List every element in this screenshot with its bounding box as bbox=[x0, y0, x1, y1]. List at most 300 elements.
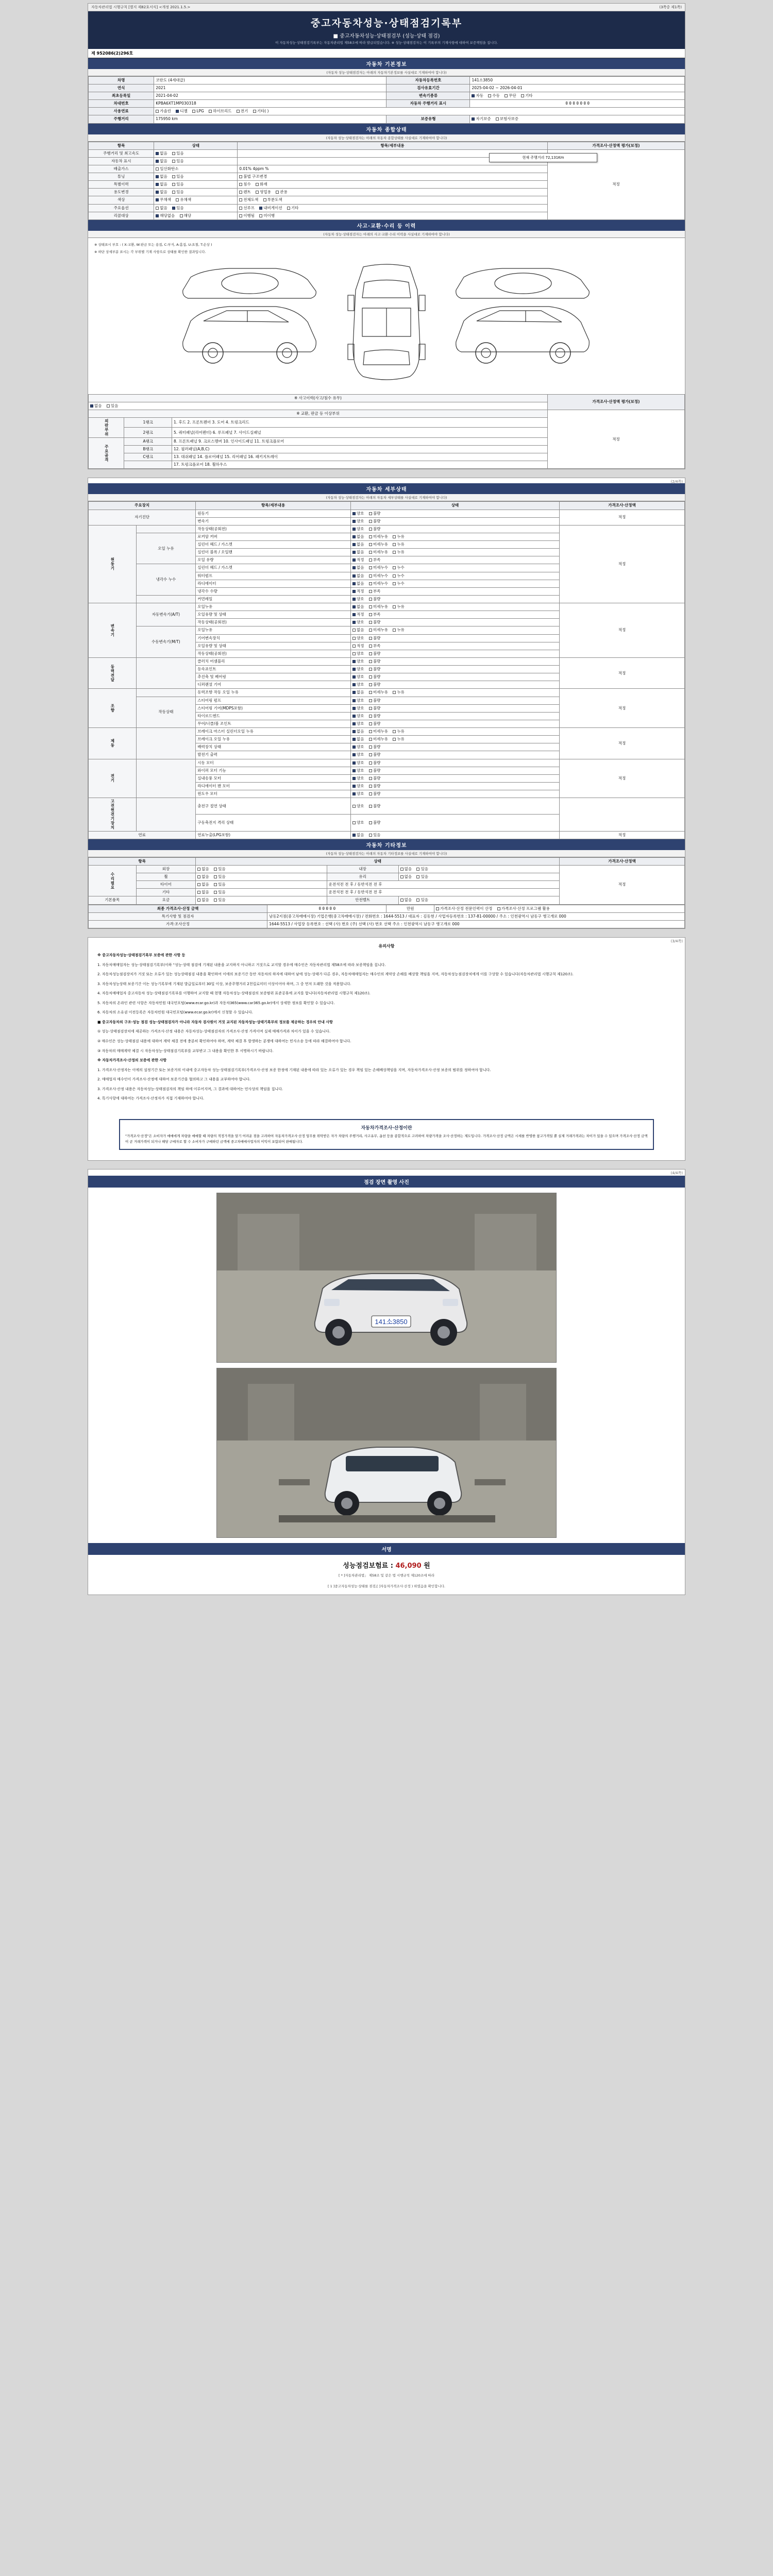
header-note: 이 자동차성능·상태점검기록부는 자동차관리법 제58조에 따라 발급되었습니다. ※ 성능·상태점검자는 이 기록부의 기재사항에 대하여 보증책임을 집니다. bbox=[275, 41, 498, 45]
final-price-table bbox=[88, 905, 685, 928]
final-price-method bbox=[434, 905, 685, 912]
opt-bad[interactable]: 불량 bbox=[369, 620, 381, 625]
label-first-registration: 최초등록일 bbox=[89, 92, 154, 100]
price-fuel: 적정 bbox=[560, 831, 685, 839]
rank-a-items: 8. 프론트패널 9. 크로스멤버 10. 인사이드패널 11. 트렁크플로어 bbox=[172, 437, 547, 445]
opt-none[interactable]: 없음 bbox=[352, 604, 364, 609]
opt-leak[interactable]: 누유 bbox=[393, 542, 405, 547]
group-powertrain: 동력전달 bbox=[89, 657, 137, 689]
opt-yes[interactable]: 있음 bbox=[214, 874, 226, 879]
opt-proper[interactable]: 적정 bbox=[352, 589, 364, 594]
group-transmission: 변속기 bbox=[89, 603, 137, 658]
opt-micro-leak[interactable]: 미세누유 bbox=[369, 550, 388, 555]
opt-good[interactable]: 양호 bbox=[352, 511, 364, 516]
opt-none[interactable]: 없음 bbox=[352, 534, 364, 539]
opt-none[interactable]: 없음 bbox=[400, 897, 412, 903]
sheet-1 bbox=[88, 3, 685, 469]
fuel-option-lpg[interactable]: LPG bbox=[192, 109, 204, 114]
item-window-motor: 윈도우 모터 bbox=[196, 790, 351, 798]
opt-none[interactable]: 없음 bbox=[197, 882, 209, 887]
opt-leak[interactable]: 누유 bbox=[393, 550, 405, 555]
document-number: 제 952086(2)296호 bbox=[88, 49, 685, 58]
opt-micro-leak[interactable]: 미세누수 bbox=[369, 573, 388, 579]
final-price-label: 최종 가격조사·산정 금액 bbox=[89, 905, 267, 912]
opt-none[interactable]: 없음 bbox=[156, 182, 167, 187]
opt-good[interactable]: 양호 bbox=[352, 820, 364, 825]
opt-insufficient[interactable]: 부족 bbox=[369, 589, 381, 594]
status-differential-gear bbox=[351, 681, 560, 689]
opt-bad[interactable]: 불량 bbox=[369, 527, 381, 532]
value-transmission bbox=[470, 92, 685, 100]
item-wiper-motor: 와이퍼 모터 기능 bbox=[196, 767, 351, 774]
opt-bad[interactable]: 불량 bbox=[369, 698, 381, 703]
status-charge-port-insulation bbox=[351, 798, 560, 815]
opt-leak[interactable]: 누유 bbox=[393, 729, 405, 734]
status-brake-master-cylinder bbox=[351, 728, 560, 736]
transmission-option-cvt[interactable]: 무단 bbox=[505, 93, 516, 98]
table-row bbox=[89, 410, 685, 417]
opt-bad[interactable]: 불량 bbox=[369, 820, 381, 825]
opt-bad[interactable]: 불량 bbox=[369, 674, 381, 680]
opt-yes[interactable]: 있음 bbox=[369, 833, 381, 838]
opt-flood[interactable]: 침수 bbox=[239, 182, 251, 187]
section-accident-subtitle: (자동차 성능·상태점검자는 아래의 사고·교환·수리 이력을 사실대로 기재하여야 합니다) bbox=[88, 231, 685, 238]
sub-coolant-leak: 냉각수 누수 bbox=[136, 564, 196, 596]
opt-bad[interactable]: 불량 bbox=[369, 768, 381, 773]
opt-full-repaint[interactable]: 전체도색 bbox=[239, 197, 258, 202]
page-indicator: (3쪽중 제1쪽) bbox=[659, 5, 682, 9]
status-tire bbox=[196, 881, 327, 889]
other-info-table bbox=[88, 857, 685, 905]
opt-micro-leak[interactable]: 미세누유 bbox=[369, 542, 388, 547]
opt-good[interactable]: 양호 bbox=[352, 597, 364, 602]
notice-item-3: 3. 자동차성능상태 보증기간 이는 성능기록부에 기재된 발급일로부터 30일 이상, 보증주행거리 2천킬로미터 이상이어야 하며, 그 중 먼저 도래한 것을 적용합니다. bbox=[97, 981, 351, 986]
opt-good[interactable]: 양호 bbox=[352, 519, 364, 524]
declaration-text: "가격조사·산정"은 소비자가 매매에게 차량을 매매할 때 차량의 적정가격을 알기 어려운 점을 고려하여 자동차가격조사·산정 업무를 위탁받은 자가 차량의 주행거리, 사고유무, 옵션 등을 종합적으로 고려하여 차량가격을 조사·산정하는 제도입니다. 가격조사·산정 금액은 시세를 반영한 참고가격일 뿐 실제 거래가격과는 차이가 있을 수 있으며 가격조사·산정 금액이 곧 거래가격이 되거나 해당 구매자로 할 수 소비자가 구매하던 금액에 중고차매매사업자의 이익이 포함되어 판매됩니다. bbox=[125, 1133, 648, 1144]
opt-good[interactable]: 양호 bbox=[352, 752, 364, 757]
sub-common-rail bbox=[136, 595, 196, 603]
opt-good[interactable]: 양호 bbox=[352, 721, 364, 726]
opt-yes[interactable]: 있음 bbox=[172, 174, 184, 179]
opt-yes[interactable]: 있음 bbox=[416, 874, 428, 879]
item-engine-idle: 작동상태(공회전) bbox=[196, 525, 351, 533]
opt-good[interactable]: 양호 bbox=[352, 659, 364, 664]
opt-not-done[interactable]: 미이행 bbox=[259, 213, 275, 218]
opt-micro-leak[interactable]: 미세누수 bbox=[369, 581, 388, 586]
accident-option-yes[interactable]: 있음 bbox=[107, 403, 119, 409]
item-glass: 유리 bbox=[327, 873, 398, 881]
notice-item-1: 1. 자동차매매업자는 성능·상태점검기록부(이하 "성능·상태 점검에 기재된 내용을 교지하지 아니하고 거짓으로 교지할 경우에 매수인은 자동차관리법 제58조에 따라 보증책임을 집니다. bbox=[97, 962, 386, 967]
status-at-oil-level bbox=[351, 611, 560, 619]
rank-2-label: 2랭크 bbox=[124, 428, 172, 438]
table-row bbox=[89, 798, 685, 815]
status-steering-pump bbox=[351, 697, 560, 704]
col-other-status: 상태 bbox=[196, 857, 560, 865]
group-engine: 원동기 bbox=[89, 525, 137, 603]
item-battery-isolation: 구동축전지 격리 상태 bbox=[196, 815, 351, 831]
opt-applicable[interactable]: 해당 bbox=[180, 213, 192, 218]
item-at-operation: 작동상태(공회전) bbox=[196, 619, 351, 626]
opt-none[interactable]: 없음 bbox=[352, 628, 364, 633]
opt-rent[interactable]: 렌트 bbox=[239, 190, 251, 195]
opt-bad[interactable]: 불량 bbox=[369, 682, 381, 687]
opt-good[interactable]: 양호 bbox=[352, 791, 364, 796]
value-inspection-period: 2025-04-02 ~ 2026-04-01 bbox=[470, 84, 685, 92]
opt-good[interactable]: 양호 bbox=[352, 667, 364, 672]
opt-bad[interactable]: 불량 bbox=[369, 784, 381, 789]
opt-bad[interactable]: 불량 bbox=[369, 636, 381, 641]
item-tie-rod-end: 타이로드엔드 bbox=[196, 712, 351, 720]
status-power-steering-leak bbox=[351, 689, 560, 697]
opt-insufficient[interactable]: 부족 bbox=[369, 557, 381, 563]
opt-good[interactable]: 양호 bbox=[352, 804, 364, 809]
detail-state-table bbox=[88, 501, 685, 839]
tire-position-detail: 운전석전 전 후 / 동반석전 전 후 bbox=[327, 881, 559, 889]
opt-good[interactable]: 양호 bbox=[352, 682, 364, 687]
rank-a-label: A랭크 bbox=[124, 437, 172, 445]
status-oil-quantity bbox=[351, 556, 560, 564]
section-other-title: 자동차 기타정보 bbox=[88, 839, 685, 850]
row-state-mileage-speed bbox=[154, 149, 238, 157]
table-row bbox=[89, 108, 685, 115]
status-radiator-fan-motor bbox=[351, 782, 560, 790]
opt-good[interactable]: 양호 bbox=[352, 744, 364, 750]
item-transmission-selfdiag: 변속기 bbox=[196, 517, 351, 525]
opt-none[interactable]: 없음 bbox=[156, 174, 167, 179]
item-coolant-quantity: 냉각수 수량 bbox=[196, 587, 351, 595]
opt-bad[interactable]: 불량 bbox=[369, 706, 381, 711]
item-power-steering-leak: 동력조향 작동 오일 누유 bbox=[196, 689, 351, 697]
opt-bad[interactable]: 불량 bbox=[369, 511, 381, 516]
status-common-rail bbox=[351, 595, 560, 603]
document-header bbox=[88, 11, 685, 49]
accident-diagram bbox=[88, 238, 685, 394]
opt-yes[interactable]: 있음 bbox=[172, 190, 184, 195]
opt-bad[interactable]: 불량 bbox=[369, 804, 381, 809]
sub-engine-idle bbox=[136, 525, 196, 533]
section-overall-title: 자동차 종합상태 bbox=[88, 124, 685, 134]
opt-none[interactable]: 없음 bbox=[352, 550, 364, 555]
col-status: 상태 bbox=[351, 502, 560, 510]
photo-rear-illustration bbox=[217, 1368, 557, 1538]
status-wheel bbox=[196, 873, 327, 881]
row-detail-emission: 0.01% 4ppm % bbox=[238, 165, 548, 173]
status-cv-joint bbox=[351, 666, 560, 673]
opt-none[interactable]: 없음 bbox=[156, 190, 167, 195]
fuel-option-hybrid[interactable]: 하이브리드 bbox=[209, 109, 231, 114]
opt-none[interactable]: 없음 bbox=[352, 833, 364, 838]
status-seatbelt bbox=[398, 896, 559, 904]
notice-sub-item-3: ③ 자동차의 매매계약 체결 시 자동차성능·상태점검기록부를 교부받고 그 내용을 확인한 후 서명하시기 바랍니다. bbox=[97, 1048, 274, 1053]
status-clutch-assembly bbox=[351, 657, 560, 665]
opt-bad[interactable]: 불량 bbox=[369, 752, 381, 757]
opt-chromatic[interactable]: 유채색 bbox=[176, 197, 191, 202]
accident-price-adjust-value: 적정 bbox=[547, 410, 684, 469]
item-mt-gear-shift: 기어변속장치 bbox=[196, 634, 351, 642]
opt-leak[interactable]: 누유 bbox=[393, 604, 405, 609]
other-position-detail: 운전석전 전 후 / 동반석전 전 후 bbox=[327, 889, 559, 896]
opt-good[interactable]: 양호 bbox=[352, 674, 364, 680]
group-basic-items: 기본품목 bbox=[89, 896, 137, 904]
opt-yes[interactable]: 있음 bbox=[172, 159, 184, 164]
opt-yes[interactable]: 있음 bbox=[416, 897, 428, 903]
row-label-emission: 배출가스 bbox=[89, 165, 154, 173]
status-mt-oil-level bbox=[351, 642, 560, 650]
opt-bad[interactable]: 불량 bbox=[369, 519, 381, 524]
col-other-item: 항목 bbox=[89, 857, 196, 865]
item-starter-motor: 시동 모터 bbox=[196, 759, 351, 767]
item-tire: 타이어 bbox=[136, 881, 196, 889]
opt-bad[interactable]: 불량 bbox=[369, 721, 381, 726]
transmission-option-manual[interactable]: 수동 bbox=[488, 93, 500, 98]
opt-none[interactable]: 없음 bbox=[156, 159, 167, 164]
opt-bad[interactable]: 불량 bbox=[369, 744, 381, 750]
section-basic-subtitle: (자동차 성능·상태점검자는 아래의 자동차기본정보를 사실대로 기재하여야 합니다) bbox=[88, 69, 685, 76]
item-rocker-cover: 로커암 커버 bbox=[196, 533, 351, 540]
opt-insufficient[interactable]: 부족 bbox=[369, 612, 381, 617]
opt-none[interactable]: 없음 bbox=[352, 737, 364, 742]
opt-none[interactable]: 없음 bbox=[197, 897, 209, 903]
status-blower-motor bbox=[351, 774, 560, 782]
opt-none[interactable]: 없음 bbox=[352, 581, 364, 586]
item-cylinder-block-oilpan: 실린더 블록 / 오일팬 bbox=[196, 549, 351, 556]
opt-good[interactable]: 양호 bbox=[352, 706, 364, 711]
opt-micro-leak[interactable]: 미세누유 bbox=[369, 604, 388, 609]
warranty-option-insurance[interactable]: 보험사보증 bbox=[496, 116, 518, 122]
opt-micro-leak[interactable]: 미세누유 bbox=[369, 628, 388, 633]
fuel-option-diesel[interactable]: 디젤 bbox=[176, 109, 188, 114]
group-high-voltage: 고전원전기장치 bbox=[89, 798, 137, 832]
opt-bad[interactable]: 불량 bbox=[369, 659, 381, 664]
col-main-device: 주요장치 bbox=[89, 502, 196, 510]
status-alternator-output bbox=[351, 751, 560, 759]
fuel-option-electric[interactable]: 전기 bbox=[237, 109, 248, 114]
rank-2-items: 5. 쿼터패널(리어펜더) 6. 루프패널 7. 사이드실패널 bbox=[172, 428, 547, 438]
opt-none[interactable]: 없음 bbox=[352, 573, 364, 579]
status-brake-booster bbox=[351, 743, 560, 751]
opt-bad[interactable]: 불량 bbox=[369, 597, 381, 602]
opt-bad[interactable]: 불량 bbox=[369, 667, 381, 672]
item-brake-oil-leak: 브레이크 오일 누유 bbox=[196, 736, 351, 743]
opt-micro-leak[interactable]: 미세누유 bbox=[369, 729, 388, 734]
row-state-special-history bbox=[154, 181, 238, 189]
opt-good[interactable]: 양호 bbox=[352, 698, 364, 703]
method-program[interactable]: 가격조사·산정 프로그램 활용 bbox=[497, 906, 550, 911]
notice-head-2: ※ 자동차가격조사·산정의 보증에 관한 사항 bbox=[97, 1058, 167, 1063]
opt-micro-leak[interactable]: 미세누수 bbox=[369, 565, 388, 570]
opt-micro-leak[interactable]: 미세누유 bbox=[369, 690, 388, 695]
opt-leak[interactable]: 누수 bbox=[393, 573, 405, 579]
opt-insufficient[interactable]: 부족 bbox=[369, 643, 381, 649]
opt-leak[interactable]: 누수 bbox=[393, 581, 405, 586]
fee-unit: 원 bbox=[424, 1562, 430, 1570]
status-at-operation bbox=[351, 619, 560, 626]
footer-note-1: [ * ]자동차관리법」 제58조 및 같은 법 시행규칙 제120조에 따라 bbox=[339, 1573, 434, 1578]
price-transmission: 적정 bbox=[560, 603, 685, 658]
notice-sub-head: ■ 중고자동차의 구조·성능 점검 성능·상태점검자가 아니라 자동차 검사원이 거짓 교지된 자동차성능·상태기록부의 정보를 제공하는 경우의 안내 사항 bbox=[97, 1020, 333, 1024]
opt-none[interactable]: 없음 bbox=[400, 874, 412, 879]
opt-bad[interactable]: 불량 bbox=[369, 776, 381, 781]
notice-title: 유의사항 bbox=[378, 943, 395, 948]
label-plate: 자동차등록번호 bbox=[386, 76, 470, 84]
opt-achromatic[interactable]: 무채색 bbox=[156, 197, 171, 202]
status-ball-joint bbox=[351, 720, 560, 727]
opt-good[interactable]: 양호 bbox=[352, 636, 364, 641]
row-detail-usage-change bbox=[238, 189, 548, 196]
opt-proper[interactable]: 적정 bbox=[352, 643, 364, 649]
value-odometer-digits: 0 0 0 0 0 0 0 bbox=[470, 100, 685, 108]
opt-fire[interactable]: 화재 bbox=[256, 182, 267, 187]
opt-bad[interactable]: 불량 bbox=[369, 651, 381, 656]
opt-bad[interactable]: 불량 bbox=[369, 791, 381, 796]
opt-none[interactable]: 없음 bbox=[352, 729, 364, 734]
accident-option-none[interactable]: 없음 bbox=[90, 403, 102, 409]
opt-yes[interactable]: 있음 bbox=[416, 867, 428, 872]
value-year: 2021 bbox=[154, 84, 386, 92]
opt-none[interactable]: 없음 bbox=[197, 867, 209, 872]
opt-co[interactable]: 일산화탄소 bbox=[156, 166, 178, 172]
opt-good[interactable]: 양호 bbox=[352, 760, 364, 766]
label-inspection-period: 검사유효기간 bbox=[386, 84, 470, 92]
opt-micro-leak[interactable]: 미세누유 bbox=[369, 737, 388, 742]
group-self-diagnosis: 자기진단 bbox=[89, 510, 196, 525]
opt-none[interactable]: 없음 bbox=[156, 206, 167, 211]
opt-none[interactable]: 없음 bbox=[156, 151, 167, 156]
fuel-option-etc[interactable]: 기타( ) bbox=[253, 109, 269, 114]
row-state-emission bbox=[154, 165, 238, 173]
group-main-frame: 주요골격 bbox=[89, 437, 124, 469]
item-alternator-output: 발전기 출력 bbox=[196, 751, 351, 759]
item-cylinder-head-gasket: 실린더 헤드 / 가스켓 bbox=[196, 541, 351, 549]
opt-yes[interactable]: 있음 bbox=[214, 897, 226, 903]
status-radiator bbox=[351, 580, 560, 587]
label-mileage: 주행거리 bbox=[89, 115, 154, 123]
opt-none[interactable]: 없음 bbox=[352, 542, 364, 547]
accident-legend-options bbox=[89, 402, 548, 410]
inspector-block-label: 특기사항 및 점검자 bbox=[89, 912, 267, 920]
table-row bbox=[89, 865, 685, 873]
opt-none[interactable]: 없음 bbox=[400, 867, 412, 872]
opt-yes[interactable]: 있음 bbox=[172, 151, 184, 156]
opt-yes[interactable]: 있음 bbox=[172, 206, 184, 211]
opt-good[interactable]: 양호 bbox=[352, 620, 364, 625]
status-engine-selfdiag bbox=[351, 510, 560, 517]
opt-bad[interactable]: 불량 bbox=[369, 714, 381, 719]
opt-none[interactable]: 없음 bbox=[352, 565, 364, 570]
opt-good[interactable]: 양호 bbox=[352, 714, 364, 719]
declaration-title: 자동차가격조사·산정이란 bbox=[361, 1125, 412, 1131]
opt-good[interactable]: 양호 bbox=[352, 768, 364, 773]
row-detail-color bbox=[238, 196, 548, 204]
table-row bbox=[89, 525, 685, 533]
price-self-diagnosis: 적정 bbox=[560, 510, 685, 525]
table-row bbox=[89, 100, 685, 108]
label-vin: 차대번호 bbox=[89, 100, 154, 108]
opt-done[interactable]: 이행됨 bbox=[239, 213, 255, 218]
value-mileage: 175950 km bbox=[154, 115, 386, 123]
opt-none[interactable]: 없음 bbox=[352, 690, 364, 695]
opt-illegal-mod[interactable]: 불법 구조변경 bbox=[239, 174, 267, 179]
item-brake-booster: 배력장치 상태 bbox=[196, 743, 351, 751]
item-wheel: 휠 bbox=[136, 873, 196, 881]
opt-partial-repaint[interactable]: 부분도색 bbox=[263, 197, 282, 202]
notice-price-item-2: 2. 매매업자 매수인이 가격조사·산정에 대하여 보증기간을 협의하고 그 내용을 교부하여야 합니다. bbox=[97, 1077, 251, 1082]
opt-government[interactable]: 관용 bbox=[276, 190, 288, 195]
item-water-pump: 워터펌프 bbox=[196, 572, 351, 580]
opt-good[interactable]: 양호 bbox=[352, 784, 364, 789]
item-ball-joint: 무어/너클/볼 조인트 bbox=[196, 720, 351, 727]
opt-good[interactable]: 양호 bbox=[352, 651, 364, 656]
opt-sunroof[interactable]: 선루프 bbox=[239, 206, 255, 211]
sub-manual-transmission: 수동변속기(M/T) bbox=[136, 626, 196, 658]
item-charge-port-insulation: 충전구 절연 상태 bbox=[196, 798, 351, 815]
notice-price-item-1: 1. 가격조사·산정자는 이에의 설정기간 또는 보증거의 이내에 중고자동차 성능·상태점검기록부(가격조사·산정 보증 한정에 기재된 내용에 따라 있는 오류가 있는 경우 책임 있는 손해배상책임을 지며, 자동차가격조사·산정 보증의 범위를 정하여야 합니다. bbox=[97, 1067, 491, 1072]
opt-bad[interactable]: 불량 bbox=[369, 760, 381, 766]
item-engine-selfdiag: 원동기 bbox=[196, 510, 351, 517]
value-warranty bbox=[470, 115, 685, 123]
status-interior bbox=[398, 865, 559, 873]
item-fuel-leak: 연료누출(LPG포함) bbox=[196, 831, 351, 839]
accident-legend-title: ※ 사고이력(사고/침수 유무) bbox=[89, 394, 548, 402]
opt-yes[interactable]: 있음 bbox=[214, 867, 226, 872]
opt-leak[interactable]: 누유 bbox=[393, 534, 405, 539]
table-row bbox=[89, 603, 685, 611]
col-other-price: 가격조사·산정액 bbox=[559, 857, 684, 865]
sheet-2 bbox=[88, 478, 685, 929]
page-title: 중고자동차성능·상태점검기록부 bbox=[310, 18, 463, 29]
opt-none[interactable]: 없음 bbox=[197, 874, 209, 879]
table-row bbox=[89, 920, 685, 928]
table-row bbox=[89, 689, 685, 697]
fuel-option-gasoline[interactable]: 가솔린 bbox=[156, 109, 171, 114]
opt-leak[interactable]: 누유 bbox=[393, 628, 405, 633]
opt-leak[interactable]: 누유 bbox=[393, 690, 405, 695]
opt-micro-leak[interactable]: 미세누유 bbox=[369, 534, 388, 539]
declaration-box bbox=[119, 1119, 654, 1150]
opt-yes[interactable]: 있음 bbox=[214, 890, 226, 895]
table-row bbox=[89, 728, 685, 736]
table-row bbox=[89, 76, 685, 84]
transmission-option-auto[interactable]: 자동 bbox=[472, 93, 483, 98]
opt-navigation[interactable]: 내비게이션 bbox=[259, 206, 282, 211]
opt-none[interactable]: 없음 bbox=[197, 890, 209, 895]
method-expert[interactable]: 가격조사·산정 전문인력이 산정 bbox=[436, 906, 492, 911]
row-label-tuning: 튜닝 bbox=[89, 173, 154, 181]
opt-leak[interactable]: 누수 bbox=[393, 565, 405, 570]
rank-b-items: 12. 필러패널(A,B,C) bbox=[172, 446, 547, 453]
photo-front-illustration bbox=[217, 1193, 557, 1363]
photo-plate-text: 141소3850 bbox=[375, 1317, 408, 1326]
opt-proper[interactable]: 적정 bbox=[352, 557, 364, 563]
opt-yes[interactable]: 있음 bbox=[172, 182, 184, 187]
row-state-color bbox=[154, 196, 238, 204]
warranty-option-self[interactable]: 자기보증 bbox=[472, 116, 491, 122]
col-price-adjust: 가격조사·산정액 평가(보정) bbox=[547, 142, 684, 149]
opt-proper[interactable]: 적정 bbox=[352, 612, 364, 617]
item-at-oil-level: 오일유량 및 상태 bbox=[196, 611, 351, 619]
opt-leak[interactable]: 누유 bbox=[393, 737, 405, 742]
opt-commercial[interactable]: 영업용 bbox=[256, 190, 271, 195]
opt-good[interactable]: 양호 bbox=[352, 776, 364, 781]
opt-yes[interactable]: 있음 bbox=[214, 882, 226, 887]
table-header-row bbox=[89, 857, 685, 865]
opt-not-applicable[interactable]: 해당없음 bbox=[156, 213, 175, 218]
table-row bbox=[89, 510, 685, 517]
opt-etc[interactable]: 기타 bbox=[287, 206, 299, 211]
car-top-diagram bbox=[332, 259, 441, 388]
opt-good[interactable]: 양호 bbox=[352, 527, 364, 532]
transmission-option-etc[interactable]: 기타 bbox=[521, 93, 533, 98]
